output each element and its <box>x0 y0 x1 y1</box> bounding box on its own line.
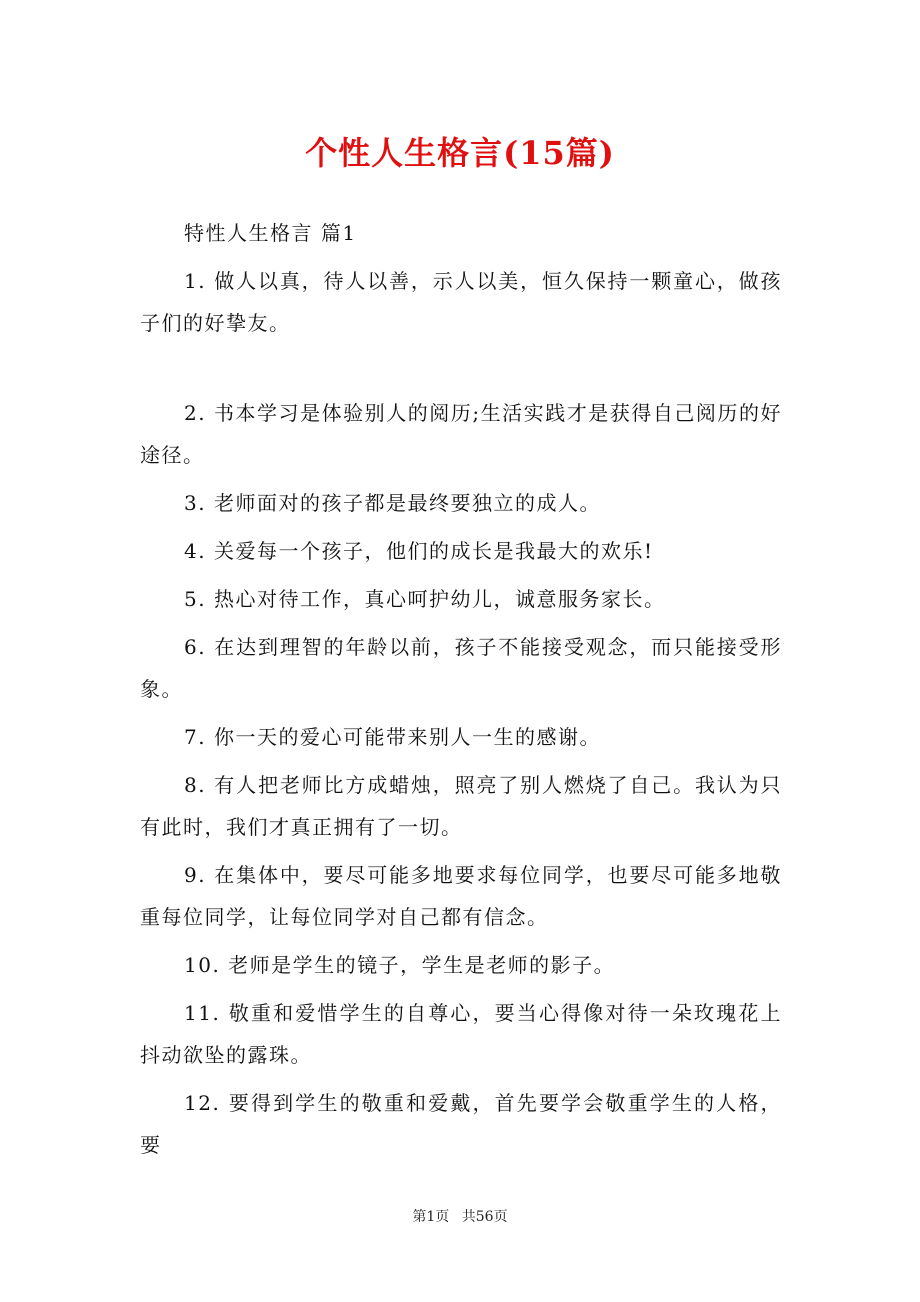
page-total: 共56页 <box>461 1209 508 1225</box>
paragraph-1: 1. 做人以真，待人以善，示人以美，恒久保持一颗童心，做孩子们的好挚友。 <box>140 269 782 335</box>
paragraph-7: 7. 你一天的爱心可能带来别人一生的感谢。 <box>184 725 601 749</box>
document-body <box>140 212 782 1172</box>
paragraph-3: 3. 老师面对的孩子都是最终要独立的成人。 <box>184 491 601 515</box>
paragraph-5: 5. 热心对待工作，真心呵护幼儿，诚意服务家长。 <box>184 587 666 611</box>
page-title: 个性人生格言(15篇) <box>305 134 615 172</box>
page-footer <box>0 1206 920 1226</box>
paragraph-11: 11. 敬重和爱惜学生的自尊心，要当心得像对待一朵玫瑰花上抖动欲坠的露珠。 <box>140 1001 782 1067</box>
paragraph-6: 6. 在达到理智的年龄以前，孩子不能接受观念，而只能接受形象。 <box>140 635 782 701</box>
paragraph-4: 4. 关爱每一个孩子，他们的成长是我最大的欢乐! <box>184 539 654 563</box>
paragraph-9: 9. 在集体中，要尽可能多地要求每位同学，也要尽可能多地敬重每位同学，让每位同学对自己都有信念。 <box>140 863 782 929</box>
paragraph-12: 12. 要得到学生的敬重和爱戴，首先要学会敬重学生的人格，要 <box>140 1091 782 1157</box>
page-number: 第1页 <box>412 1209 450 1225</box>
paragraph-2: 2. 书本学习是体验别人的阅历;生活实践才是获得自己阅历的好途径。 <box>140 401 782 467</box>
section-heading: 特性人生格言 篇1 <box>184 221 357 245</box>
paragraph-10: 10. 老师是学生的镜子，学生是老师的影子。 <box>184 953 616 977</box>
paragraph-8: 8. 有人把老师比方成蜡烛，照亮了别人燃烧了自己。我认为只有此时，我们才真正拥有了一切。 <box>140 773 782 839</box>
